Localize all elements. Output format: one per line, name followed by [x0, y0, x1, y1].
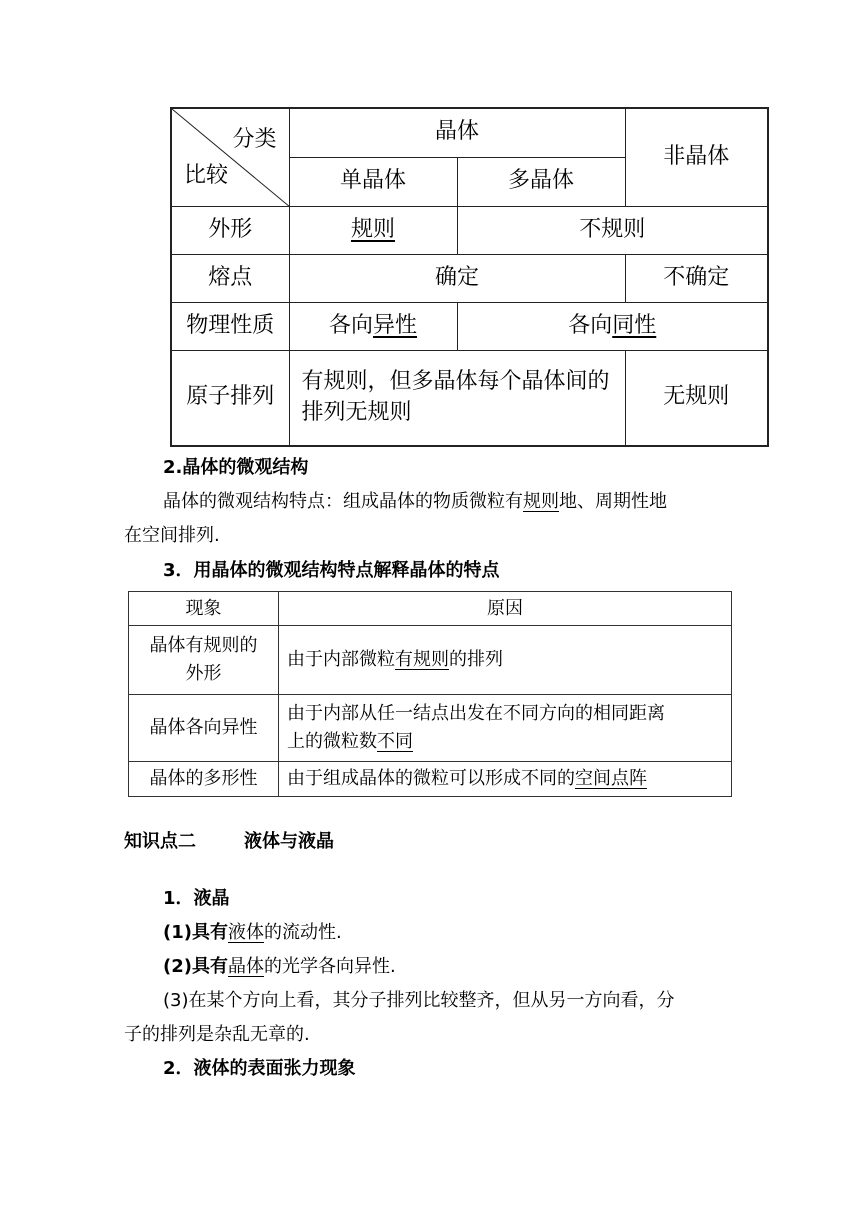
- table-row: [171, 350, 768, 446]
- phenomenon-shape-line1: 晶体有规则的: [149, 635, 258, 657]
- reason-anisotropy: [279, 695, 732, 762]
- item1-prefix: (1)具有: [163, 922, 228, 943]
- reason-shape-underlined: 有规则: [395, 649, 449, 671]
- physical-other: [457, 302, 768, 350]
- shape-other: 不规则: [457, 206, 768, 254]
- surface-tension-title: 2．液体的表面张力现象: [163, 1058, 356, 1079]
- item2-prefix: (2)具有: [163, 956, 228, 977]
- header-phenomenon: 现象: [129, 592, 279, 626]
- physical-other-prefix: 各向: [568, 312, 613, 338]
- reason-anisotropy-underlined: 不同: [377, 731, 413, 752]
- row-label-melting: 熔点: [171, 254, 289, 302]
- section2-underlined: 规则: [523, 491, 559, 512]
- reason-anisotropy-line1: 由于内部从任一结点出发在不同方向的相同距离: [287, 703, 665, 725]
- row-label-shape: 外形: [171, 206, 289, 254]
- diag-header-compare: 比较: [184, 162, 229, 188]
- header-reason: 原因: [279, 592, 732, 626]
- row-label-arrangement: 原子排列: [171, 350, 289, 446]
- crystal-comparison-table: [170, 107, 769, 447]
- reason-anisotropy-prefix: 上的微粒数: [287, 731, 377, 752]
- section2-text-tail: 地、周期性地: [559, 491, 667, 512]
- liquid-crystal-item3-line1: (3)在某个方向上看，其分子排列比较整齐，但从另一方向看，分: [163, 990, 675, 1011]
- diagonal-line: [172, 109, 290, 207]
- table-row: [129, 695, 732, 762]
- shape-single-value: 规则: [350, 216, 395, 242]
- table-row: [171, 302, 768, 350]
- row-label-physical: 物理性质: [171, 302, 289, 350]
- header-polycrystal: 多晶体: [457, 157, 625, 206]
- diag-header-category: 分类: [232, 127, 277, 152]
- liquid-crystal-title: 1．液晶: [163, 888, 230, 909]
- reason-shape-suffix: 的排列: [449, 649, 503, 671]
- liquid-crystal-item1: [163, 918, 342, 948]
- section3-title: 3．用晶体的微观结构特点解释晶体的特点: [163, 560, 500, 581]
- header-crystal: 晶体: [289, 108, 625, 157]
- physical-single: [289, 302, 457, 350]
- item2-suffix: 的光学各向异性.: [263, 956, 396, 977]
- arrangement-noncrystal: 无规则: [625, 350, 768, 446]
- physical-other-underlined: 同性: [612, 312, 657, 338]
- liquid-crystal-item3-line2: 子的排列是杂乱无章的.: [124, 1024, 310, 1045]
- physical-single-prefix: 各向: [328, 312, 373, 338]
- reason-shape-prefix: 由于内部微粒: [287, 649, 395, 671]
- diagonal-header-cell: [171, 108, 289, 206]
- arrangement-crystal: 有规则，但多晶体每个晶体间的排列无规则: [289, 350, 625, 446]
- section2-paragraph-line1: [163, 487, 667, 517]
- phenomenon-anisotropy: 晶体各向异性: [129, 695, 279, 762]
- table-row: [129, 626, 732, 695]
- header-single-crystal: 单晶体: [289, 157, 457, 206]
- reason-shape: [279, 626, 732, 695]
- table-row: [129, 762, 732, 797]
- item1-underlined: 液体: [227, 922, 264, 943]
- phenomenon-polymorphism: 晶体的多形性: [129, 762, 279, 797]
- table-row: [171, 254, 768, 302]
- knowledge-point-label: 知识点二: [124, 831, 196, 852]
- physical-single-underlined: 异性: [373, 312, 418, 338]
- phenomenon-shape-line2: 外形: [185, 663, 222, 684]
- reason-polymorphism: [279, 762, 732, 797]
- knowledge-point-title: 液体与液晶: [244, 831, 334, 852]
- section2-text: 晶体的微观结构特点：组成晶体的物质微粒有: [163, 491, 523, 512]
- micro-structure-table: [128, 591, 732, 797]
- melting-noncrystal: 不确定: [625, 254, 768, 302]
- section2-title: 2.晶体的微观结构: [163, 457, 309, 478]
- liquid-crystal-item2: [163, 952, 396, 982]
- phenomenon-shape: [129, 626, 279, 695]
- reason-polymorphism-prefix: 由于组成晶体的微粒可以形成不同的: [287, 768, 575, 790]
- reason-polymorphism-underlined: 空间点阵: [575, 768, 647, 790]
- shape-single: [289, 206, 457, 254]
- item2-underlined: 晶体: [227, 956, 264, 977]
- melting-crystal: 确定: [289, 254, 625, 302]
- section2-paragraph-line2: 在空间排列.: [124, 525, 220, 546]
- header-noncrystal: 非晶体: [625, 108, 768, 206]
- item1-suffix: 的流动性.: [263, 922, 342, 943]
- table-row: [171, 206, 768, 254]
